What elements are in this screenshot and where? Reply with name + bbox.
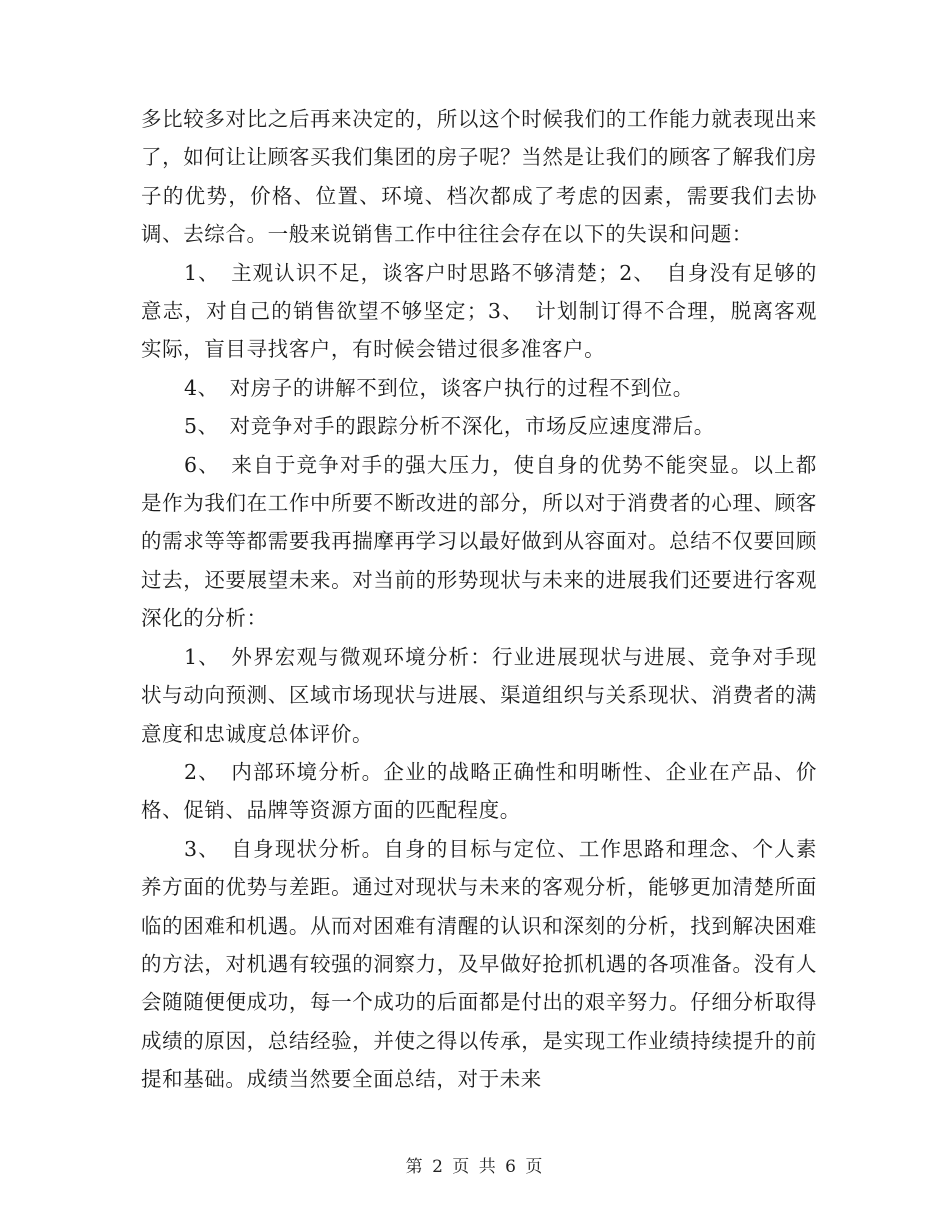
paragraph-problems-1-3: 1、 主观认识不足，谈客户时思路不够清楚；2、 自身没有足够的意志，对自己的销售欲望不够坚定；3、 计划制订得不合理，脱离客观实际，盲目寻找客户，有时候会错过很多准客户。	[141, 260, 817, 362]
paragraph-problem-4: 4、 对房子的讲解不到位，谈客户执行的过程不到位。	[184, 375, 694, 400]
paragraph-problem-5: 5、 对竞争对手的跟踪分析不深化，市场反应速度滞后。	[184, 414, 715, 439]
paragraph-analysis-3: 3、 自身现状分析。自身的目标与定位、工作思路和理念、个人素养方面的优势与差距。通过对现状与未来的客观分析，能够更加清楚所面临的困难和机遇。从而对困难有清醒的认识和深刻的分析，找到解决困难的方法，对机遇有较强的洞察力，及早做好抢抓机遇的各项准备。没有人会随随便便成功，每一个成功的后面都是付出的艰辛努力。仔细分析取得成绩的原因，总结经验，并使之得以传承，是实现工作业绩持续提升的前提和基础。成绩当然要全面总结，对于未来	[141, 836, 817, 1092]
paragraph-intro: 多比较多对比之后再来决定的，所以这个时候我们的工作能力就表现出来了，如何让让顾客买我们集团的房子呢？当然是让我们的顾客了解我们房子的优势，价格、位置、环境、档次都成了考虑的因素，需要我们去协调、去综合。一般来说销售工作中往往会存在以下的失误和问题：	[141, 107, 817, 247]
document-body	[141, 100, 817, 1099]
paragraph-analysis-2: 2、 内部环境分析。企业的战略正确性和明晰性、企业在产品、价格、促销、品牌等资源方面的匹配程度。	[141, 759, 817, 823]
paragraph-analysis-1: 1、 外界宏观与微观环境分析：行业进展现状与进展、竞争对手现状与动向预测、区域市场现状与进展、渠道组织与关系现状、消费者的满意度和忠诚度总体评价。	[141, 644, 817, 746]
page-footer: 第 2 页 共 6 页	[405, 1157, 545, 1177]
paragraph-problem-6: 6、 来自于竞争对手的强大压力，使自身的优势不能突显。以上都是作为我们在工作中所要不断改进的部分，所以对于消费者的心理、顾客的需求等等都需要我再揣摩再学习以最好做到从容面对。总结不仅要回顾过去，还要展望未来。对当前的形势现状与未来的进展我们还要进行客观深化的分析：	[141, 452, 817, 631]
